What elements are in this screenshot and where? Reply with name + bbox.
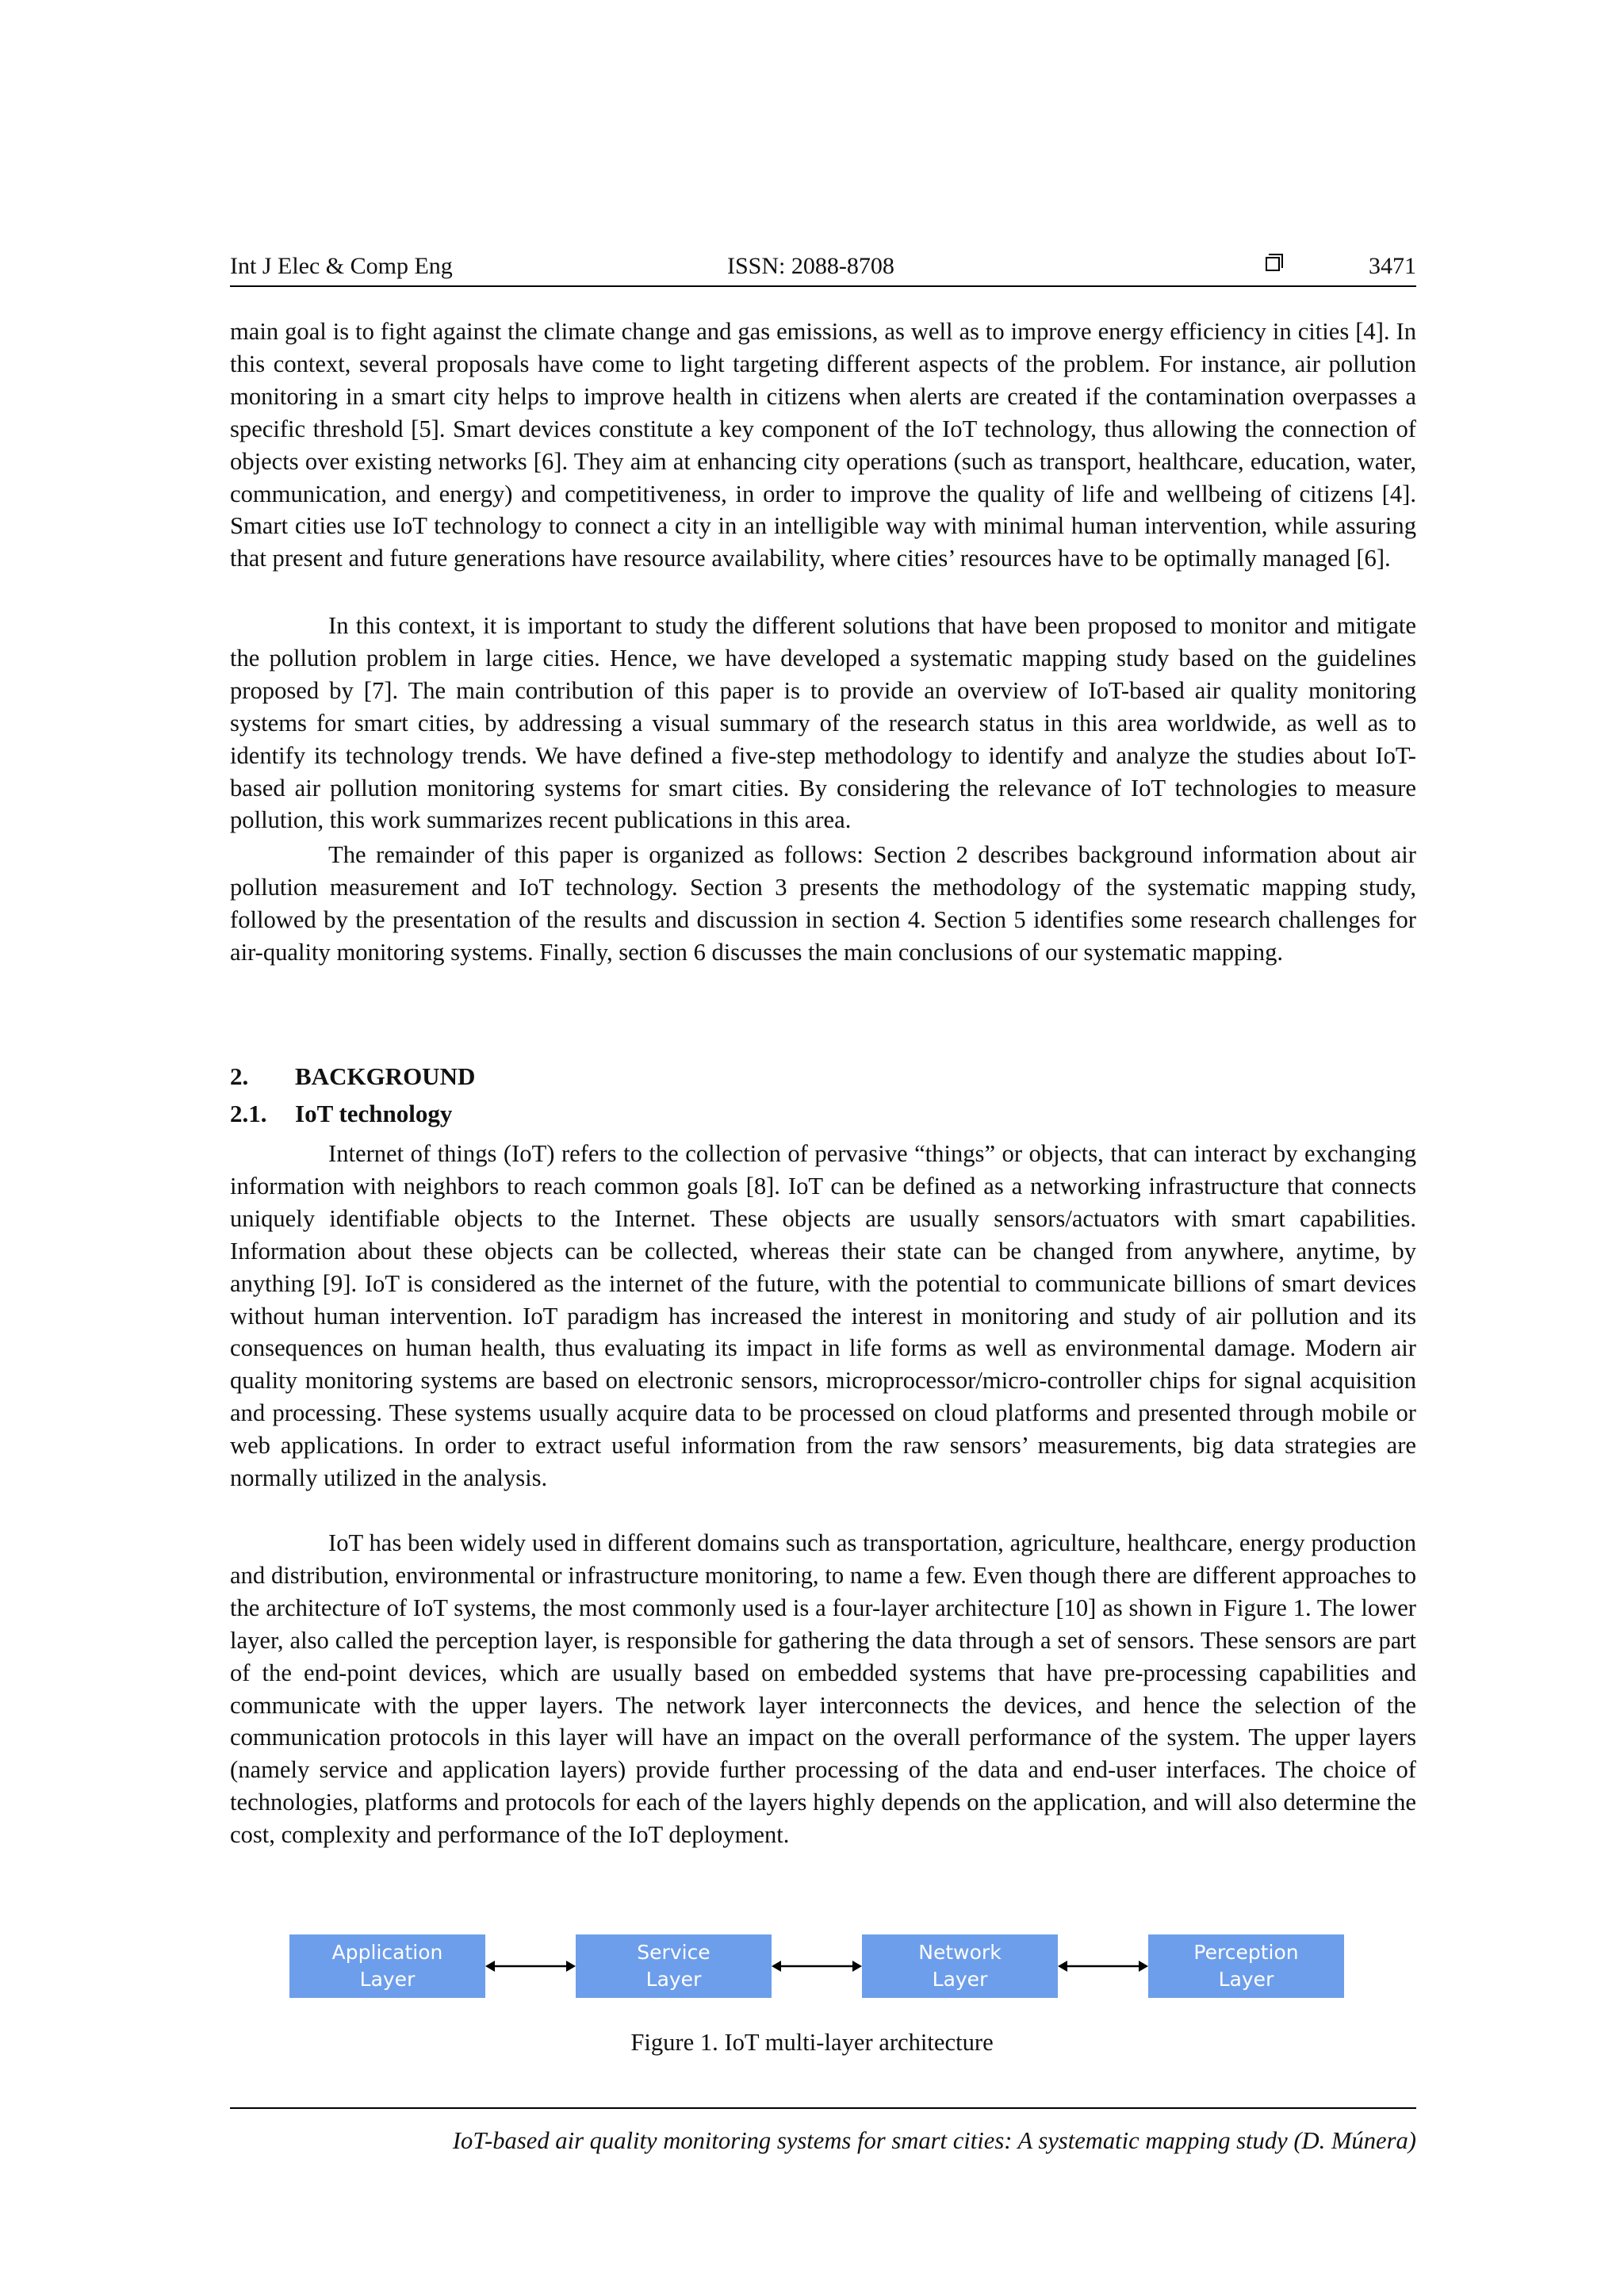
layer-label: Layer: [359, 1968, 416, 1991]
paragraph-organization: [230, 839, 1416, 969]
layer-label: Network: [918, 1941, 1002, 1964]
section-title: BACKGROUND: [295, 1062, 476, 1090]
figure-iot-layers: [289, 1934, 1346, 1998]
layer-label: Layer: [645, 1968, 702, 1991]
application-layer-box: [289, 1934, 485, 1998]
paragraph-text: IoT has been widely used in different domains such as transportation, agriculture, healthcare, energy production and distribution, environmental or infrastructure monitoring, to name a few. Even though there are different approaches to the architecture of IoT systems, the most commonly used is a four-layer architecture [10] as shown in Figure 1. The lower layer, also called the perception layer, is responsible for gathering the data through a set of sensors. These sensors are part of the end-point devices, which are usually based on embedded systems that have pre-processing capabilities and communicate with the upper layers. The network layer interconnects the devices, and hence the selection of the communication protocols in this layer will have an impact on the overall performance of the system. The upper layers (namely service and application layers) provide further processing of the data and end-user interfaces. The choice of technologies, platforms and protocols for each of the layers highly depends on the application, and will also determine the cost, complexity and performance of the IoT deployment.: [230, 1529, 1416, 1849]
journal-name: Int J Elec & Comp Eng: [230, 253, 453, 279]
paragraph-text: The remainder of this paper is organized as follows: Section 2 describes background information about air pollution measurement and IoT technology. Section 3 presents the methodology of the systematic mapping study, followed by the presentation of the results and discussion in section 4. Section 5 identifies some research challenges for air-quality monitoring systems. Finally, section 6 discusses the main conclusions of our systematic mapping.: [230, 841, 1416, 966]
service-layer-box: [576, 1934, 772, 1998]
layer-label: Layer: [1218, 1968, 1274, 1991]
subsection-heading: [230, 1098, 452, 1130]
square-icon: [1266, 257, 1280, 271]
issn: ISSN: 2088-8708: [727, 253, 894, 279]
section-heading: [230, 1061, 475, 1093]
page-number: 3471: [1369, 253, 1416, 279]
running-header: [230, 247, 1416, 287]
paragraph-continuation: [230, 316, 1416, 575]
paragraph-text: Internet of things (IoT) refers to the collection of pervasive “things” or objects, that can interact by exchanging information with neighbors to reach common goals [8]. IoT can be defined as a networking infrastructure that connects uniquely identifiable objects to the Internet. These objects are usually sensors/actuators with smart capabilities. Information about these objects can be collected, whereas their state can be changed from anywhere, anytime, by anything [9]. IoT is considered as the internet of the future, with the potential to communicate billions of smart devices without human intervention. IoT paradigm has increased the interest in monitoring and study of air pollution and its consequences on human health, thus evaluating its impact in life forms as well as environmental damage. Modern air quality monitoring systems are based on electronic sensors, microprocessor/micro-controller chips for signal acquisition and processing. These systems usually acquire data to be processed on cloud platforms and presented through mobile or web applications. In order to extract useful information from the raw sensors’ measurements, big data strategies are normally utilized in the analysis.: [230, 1140, 1416, 1492]
figure-caption: Figure 1. IoT multi-layer architecture: [630, 2029, 994, 2056]
perception-layer-box: [1148, 1934, 1344, 1998]
double-arrow-icon: [772, 1956, 862, 1976]
running-footer: [230, 2107, 1416, 2156]
paragraph-text: main goal is to fight against the climate change and gas emissions, as well as to improve energy efficiency in cities [4]. In this context, several proposals have come to light targeting different aspects of the problem. For instance, air pollution monitoring in a smart city helps to improve health in citizens when alerts are created if the contamination overpasses a specific threshold [5]. Smart devices constitute a key component of the IoT technology, thus allowing the connection of objects over existing networks [6]. They aim at enhancing city operations (such as transport, healthcare, education, water, communication, and energy) and competitiveness, in order to improve the quality of life and wellbeing of citizens [4]. Smart cities use IoT technology to connect a city in an intelligible way with minimal human intervention, while assuring that present and future generations have resource availability, where cities’ resources have to be optimally managed [6].: [230, 318, 1416, 572]
layer-label: Layer: [932, 1968, 988, 1991]
paragraph-text: In this context, it is important to study the different solutions that have been proposed to monitor and mitigate the pollution problem in large cities. Hence, we have developed a systematic mapping study based on the guidelines proposed by [7]. The main contribution of this paper is to provide an overview of IoT-based air quality monitoring systems for smart cities, by addressing a visual summary of the research status in this area worldwide, as well as to identify its technology trends. We have defined a five-step methodology to identify and analyze the studies about IoT-based air pollution monitoring systems for smart cities. By considering the relevance of IoT technologies to measure pollution, this work summarizes recent publications in this area.: [230, 612, 1416, 834]
layer-label: Perception: [1193, 1941, 1299, 1964]
network-layer-box: [862, 1934, 1058, 1998]
layer-label: Application: [331, 1941, 443, 1964]
paragraph-iot-definition: [230, 1138, 1416, 1494]
layer-label: Service: [637, 1941, 710, 1964]
paragraph-iot-architecture: [230, 1527, 1416, 1851]
section-number: 2.: [230, 1062, 249, 1090]
footer-text: IoT-based air quality monitoring systems for smart cities: A systematic mapping study (D. Múnera): [452, 2127, 1416, 2154]
double-arrow-icon: [1058, 1956, 1148, 1976]
paragraph-context: [230, 610, 1416, 836]
subsection-title: IoT technology: [295, 1100, 453, 1127]
double-arrow-icon: [485, 1956, 576, 1976]
subsection-number: 2.1.: [230, 1100, 267, 1127]
